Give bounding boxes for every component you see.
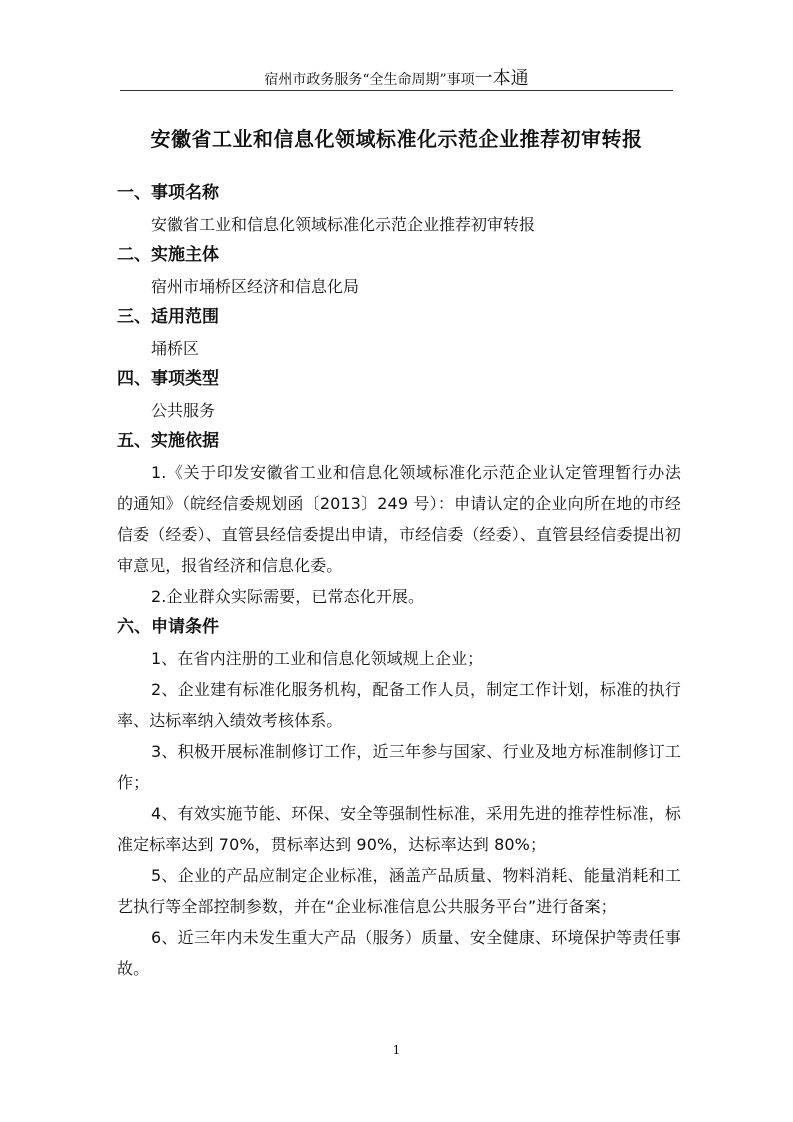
condition-item: 3、积极开展标准制修订工作，近三年参与国家、行业及地方标准制修订工作； bbox=[117, 742, 681, 792]
page-number: 1 bbox=[392, 1043, 401, 1057]
header-suffix: 一本通 bbox=[474, 68, 529, 89]
condition-item: 5、企业的产品应制定企业标准，涵盖产品质量、物料消耗、能量消耗和工艺执行等全部控制参数，并在“企业标准信息公共服务平台”进行备案； bbox=[117, 866, 681, 916]
condition-item: 1、在省内注册的工业和信息化领域规上企业； bbox=[151, 649, 484, 668]
basis-item: 1.《关于印发安徽省工业和信息化领域标准化示范企业认定管理暂行办法的通知》（皖经信委规划函〔2013〕249 号）：申请认定的企业向所在地的市经信委（经委）、直管县经信委提出申请，市经信委（经委）、直管县经信委提出初审意见，报省经济和信息化委。 bbox=[117, 463, 681, 575]
section-content: 埇桥区 bbox=[151, 339, 200, 358]
section-content: 公共服务 bbox=[151, 401, 216, 420]
section-content: 安徽省工业和信息化领域标准化示范企业推荐初审转报 bbox=[151, 215, 536, 234]
header-rule bbox=[120, 90, 673, 91]
section-heading: 六、申请条件 bbox=[117, 617, 219, 637]
section-heading: 一、事项名称 bbox=[117, 183, 219, 203]
section-heading: 二、实施主体 bbox=[117, 245, 219, 265]
header-prefix: 宿州市政务服务“全生命周期”事项 bbox=[264, 72, 475, 88]
running-header bbox=[0, 64, 793, 90]
basis-item: 2.企业群众实际需要，已常态化开展。 bbox=[151, 587, 425, 606]
section-heading: 三、适用范围 bbox=[117, 307, 219, 327]
condition-item: 4、有效实施节能、环保、安全等强制性标准，采用先进的推荐性标准，标准定标率达到 70%，贯标率达到 90%，达标率达到 80%； bbox=[117, 804, 681, 854]
section-heading: 四、事项类型 bbox=[117, 369, 219, 389]
section-content: 宿州市埇桥区经济和信息化局 bbox=[151, 277, 360, 296]
condition-item: 6、近三年内未发生重大产品（服务）质量、安全健康、环境保护等责任事故。 bbox=[117, 928, 681, 978]
document-title: 安徽省工业和信息化领域标准化示范企业推荐初审转报 bbox=[150, 127, 643, 151]
document-body bbox=[117, 178, 681, 984]
section-heading: 五、实施依据 bbox=[117, 431, 219, 451]
condition-item: 2、企业建有标准化服务机构，配备工作人员，制定工作计划，标准的执行率、达标率纳入绩效考核体系。 bbox=[117, 680, 681, 730]
